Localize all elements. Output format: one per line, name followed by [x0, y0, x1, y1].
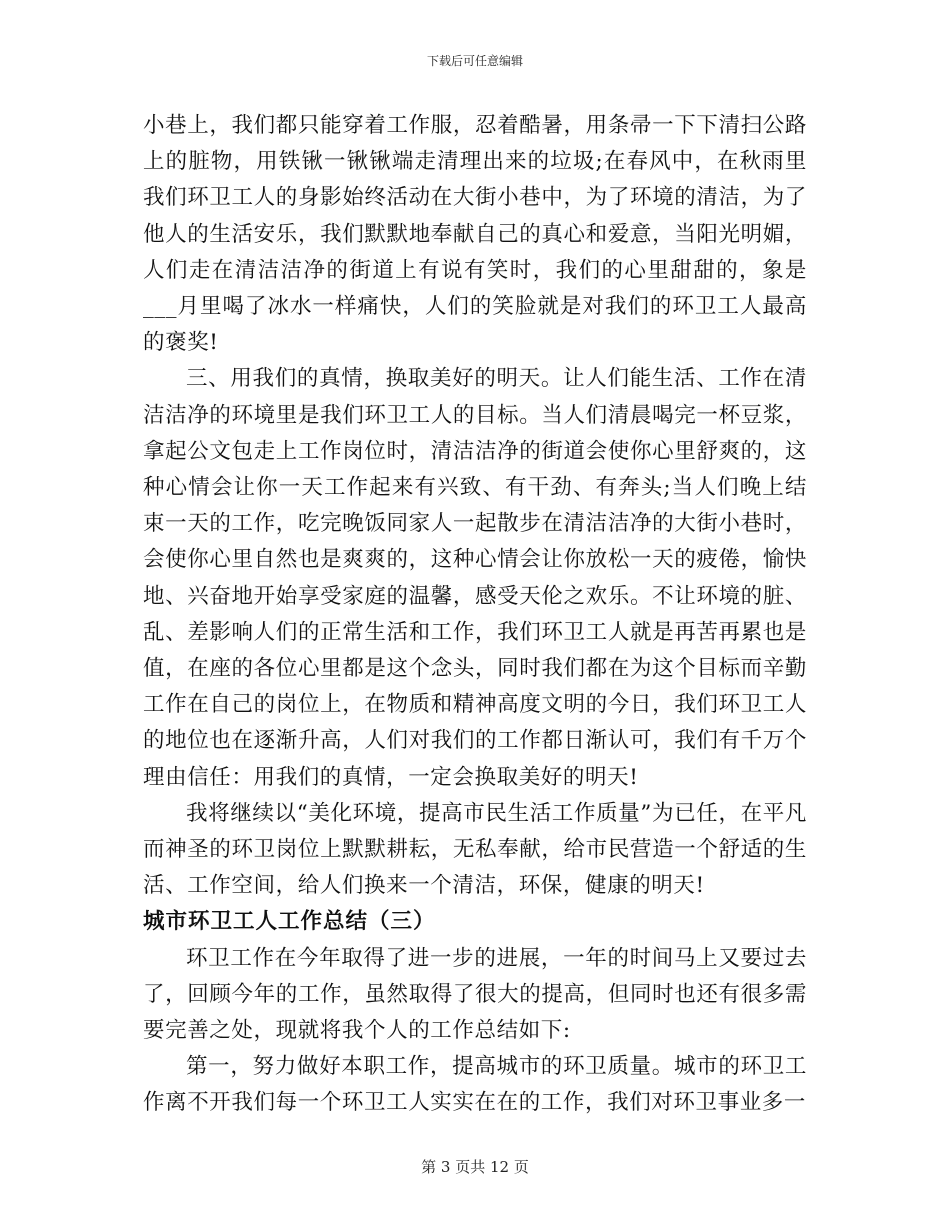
- section-heading: 城市环卫工人工作总结（三）: [143, 909, 436, 935]
- document-body: [143, 108, 807, 1122]
- paragraph-continued: 小巷上，我们都只能穿着工作服，忍着酷暑，用条帚一下下清扫公路上的脏物，用铁锹一锹锹端走清理出来的垃圾;在春风中，在秋雨里我们环卫工人的身影始终活动在大街小巷中，为了环境的清洁，为了他人的生活安乐，我们默默地奉献自己的真心和爱意，当阳光明媚，人们走在清洁洁净的街道上有说有笑时，我们的心里甜甜的，象是___月里喝了冰水一样痛快，人们的笑脸就是对我们的环卫工人最高的褒奖!: [143, 113, 807, 356]
- paragraph-intro: 环卫工作在今年取得了进一步的进展，一年的时间马上又要过去了，回顾今年的工作，虽然取得了很大的提高，但同时也还有很多需要完善之处，现就将我个人的工作总结如下:: [143, 945, 807, 1044]
- paragraph-first-point: 第一，努力做好本职工作，提高城市的环卫质量。城市的环卫工作离不开我们每一个环卫工人实实在在的工作，我们对环卫事业多一: [143, 1054, 807, 1116]
- paragraph-section-three: 三、用我们的真情，换取美好的明天。让人们能生活、工作在清洁洁净的环境里是我们环卫工人的目标。当人们清晨喝完一杯豆浆，拿起公文包走上工作岗位时，清洁洁净的街道会使你心里舒爽的，这种心情会让你一天工作起来有兴致、有干劲、有奔头;当人们晚上结束一天的工作，吃完晚饭同家人一起散步在清洁洁净的大街小巷时，会使你心里自然也是爽爽的，这种心情会让你放松一天的疲倦，愉快地、兴奋地开始享受家庭的温馨，感受天伦之欢乐。不让环境的脏、乱、差影响人们的正常生活和工作，我们环卫工人就是再苦再累也是值，在座的各位心里都是这个念头，同时我们都在为这个目标而辛勤工作在自己的岗位上，在物质和精神高度文明的今日，我们环卫工人的地位也在逐渐升高，人们对我们的工作都日渐认可，我们有千万个理由信任：用我们的真情，一定会换取美好的明天!: [143, 366, 807, 790]
- paragraph-commitment: 我将继续以“美化环境，提高市民生活工作质量”为已任，在平凡而神圣的环卫岗位上默默耕耘，无私奉献，给市民营造一个舒适的生活、工作空间，给人们换来一个清洁，环保，健康的明天!: [143, 800, 807, 899]
- page-header: 下载后可任意编辑: [426, 54, 523, 68]
- page-footer: 第 3 页共 12 页: [421, 1158, 529, 1176]
